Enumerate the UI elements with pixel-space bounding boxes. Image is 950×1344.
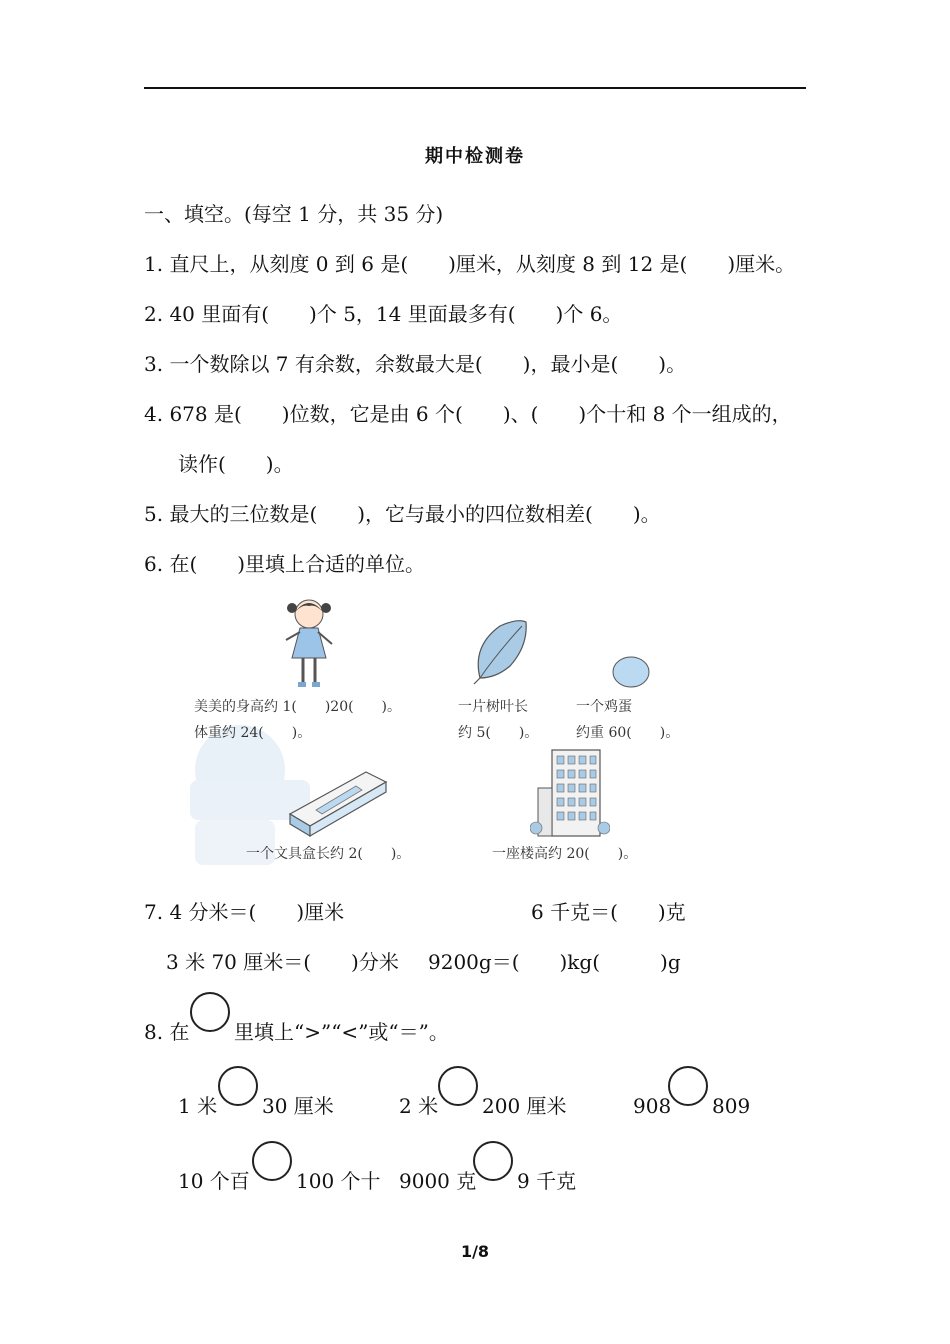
compare-3-right: 809	[712, 1094, 751, 1118]
page-title: 期中检测卷	[425, 146, 525, 167]
page-number: 1/8	[460, 1242, 490, 1261]
compare-4-left: 10 个百	[178, 1169, 250, 1193]
question-3: 3. 一个数除以 7 有余数，余数最大是( )，最小是( )。	[144, 352, 687, 376]
compare-circle-3[interactable]	[668, 1066, 708, 1106]
question-1: 1. 直尺上，从刻度 0 到 6 是( )厘米，从刻度 8 到 12 是( )厘米。	[144, 252, 796, 276]
question-8-suffix: 里填上“>”“<”或“＝”。	[234, 1020, 449, 1044]
compare-circle-2[interactable]	[438, 1066, 478, 1106]
compare-4-right: 100 个十	[296, 1169, 381, 1193]
pencil-box-illustration	[286, 768, 390, 840]
header-rule	[144, 87, 806, 89]
egg-label-1: 一个鸡蛋	[576, 699, 632, 715]
question-7-b: 6 千克＝( )克	[531, 900, 686, 924]
girl-label-2: 体重约 24( )。	[194, 725, 312, 741]
question-2: 2. 40 里面有( )个 5，14 里面最多有( )个 6。	[144, 302, 623, 326]
leaf-illustration	[470, 616, 530, 686]
question-8-prefix: 8. 在	[144, 1020, 190, 1044]
question-7-d: 9200g＝( )kg( )g	[428, 950, 681, 974]
compare-5-right: 9 千克	[517, 1169, 577, 1193]
question-4-line-2: 读作( )。	[178, 452, 294, 476]
pencil-box-label: 一个文具盒长约 2( )。	[246, 846, 411, 862]
question-7-c: 3 米 70 厘米＝( )分米	[166, 950, 399, 974]
compare-circle-1[interactable]	[218, 1066, 258, 1106]
leaf-label-1: 一片树叶长	[458, 699, 528, 715]
girl-label-1: 美美的身高约 1( )20( )。	[194, 699, 402, 715]
egg-label-2: 约重 60( )。	[576, 725, 680, 741]
question-4-line-1: 4. 678 是( )位数，它是由 6 个( )、( )个十和 8 个一组成的，	[144, 402, 792, 426]
leaf-label-2: 约 5( )。	[458, 725, 539, 741]
building-illustration	[530, 748, 610, 838]
compare-5-left: 9000 克	[399, 1169, 477, 1193]
compare-2-left: 2 米	[399, 1094, 439, 1118]
section-heading: 一、填空。(每空 1 分，共 35 分)	[144, 202, 444, 226]
question-6: 6. 在( )里填上合适的单位。	[144, 552, 426, 576]
compare-1-left: 1 米	[178, 1094, 218, 1118]
compare-circle-example	[190, 992, 230, 1032]
question-5: 5. 最大的三位数是( )，它与最小的四位数相差( )。	[144, 502, 661, 526]
building-label: 一座楼高约 20( )。	[492, 846, 638, 862]
compare-circle-5[interactable]	[473, 1141, 513, 1181]
compare-2-right: 200 厘米	[482, 1094, 567, 1118]
compare-1-right: 30 厘米	[262, 1094, 334, 1118]
compare-circle-4[interactable]	[252, 1141, 292, 1181]
egg-illustration	[610, 654, 652, 690]
question-7-a: 7. 4 分米＝( )厘米	[144, 900, 345, 924]
compare-3-left: 908	[633, 1094, 672, 1118]
girl-illustration	[276, 594, 342, 694]
